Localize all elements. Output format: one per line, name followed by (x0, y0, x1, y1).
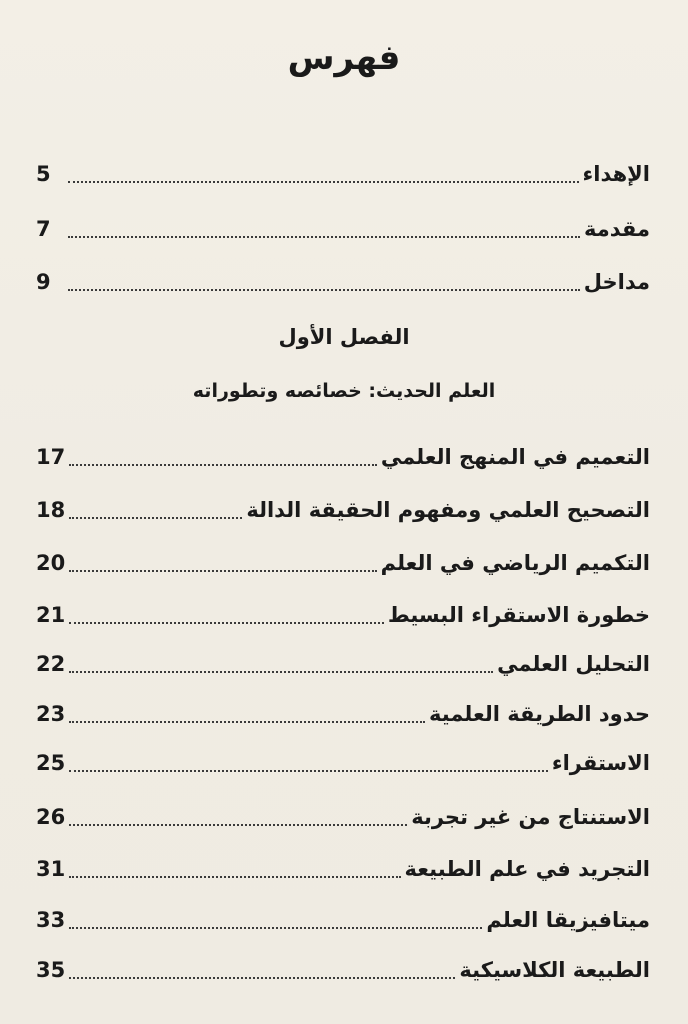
leader-dots (69, 517, 242, 519)
toc-entry-label: الطبيعة الكلاسيكية (459, 958, 650, 982)
toc-entry[interactable] (36, 489, 650, 525)
toc-entry-page: 25 (36, 751, 66, 775)
leader-dots (68, 236, 580, 238)
toc-entry[interactable] (36, 542, 650, 578)
toc-entry[interactable] (36, 208, 650, 244)
toc-entry-label: التصحيح العلمي ومفهوم الحقيقة الدالة (246, 498, 650, 522)
chapter-title: الفصل الأول (278, 325, 410, 349)
toc-entry-label: التحليل العلمي (497, 652, 650, 676)
toc-entry-page: 9 (36, 270, 51, 294)
toc-entry-label: مقدمة (584, 217, 650, 241)
toc-entry[interactable] (36, 153, 650, 189)
toc-entry-page: 21 (36, 603, 66, 627)
toc-entry-page: 18 (36, 498, 66, 522)
toc-entry-page: 20 (36, 551, 66, 575)
leader-dots (69, 927, 482, 929)
toc-entry-label: التكميم الرياضي في العلم (380, 551, 650, 575)
toc-entry-page: 23 (36, 702, 66, 726)
toc-entry-page: 22 (36, 652, 66, 676)
toc-entry-label: ميتافيزيقا العلم (486, 908, 650, 932)
leader-dots (69, 671, 493, 673)
toc-entry-label: مداخل (583, 270, 650, 294)
toc-entry[interactable] (36, 436, 650, 472)
toc-entry[interactable] (36, 796, 650, 832)
leader-dots (69, 721, 425, 723)
toc-entry[interactable] (36, 643, 650, 679)
toc-entry-page: 7 (36, 217, 51, 241)
chapter-subtitle: العلم الحديث: خصائصه وتطوراته (192, 380, 496, 402)
page-title: فهرس (287, 38, 401, 78)
leader-dots (69, 770, 548, 772)
toc-entry-label: حدود الطريقة العلمية (429, 702, 650, 726)
toc-entry-page: 17 (36, 445, 66, 469)
toc-entry[interactable] (36, 261, 650, 297)
leader-dots (69, 876, 400, 878)
toc-entry-page: 26 (36, 805, 66, 829)
toc-entry[interactable] (36, 742, 650, 778)
leader-dots (69, 977, 455, 979)
toc-entry[interactable] (36, 899, 650, 935)
toc-entry-label: الإهداء (582, 162, 650, 186)
leader-dots (69, 824, 407, 826)
toc-entry[interactable] (36, 949, 650, 985)
toc-entry-page: 31 (36, 857, 66, 881)
toc-entry-label: التجريد في علم الطبيعة (404, 857, 650, 881)
toc-entry-label: الاستقراء (551, 751, 650, 775)
leader-dots (68, 181, 579, 183)
leader-dots (69, 570, 376, 572)
toc-entry-page: 5 (36, 162, 51, 186)
leader-dots (68, 289, 580, 291)
leader-dots (69, 464, 377, 466)
toc-entry-page: 33 (36, 908, 66, 932)
leader-dots (69, 622, 384, 624)
toc-entry-page: 35 (36, 958, 66, 982)
toc-entry[interactable] (36, 594, 650, 630)
toc-entry[interactable] (36, 848, 650, 884)
toc-entry[interactable] (36, 693, 650, 729)
toc-entry-label: خطورة الاستقراء البسيط (387, 603, 650, 627)
toc-entry-label: التعميم في المنهج العلمي (380, 445, 650, 469)
toc-entry-label: الاستنتاج من غير تجربة (411, 805, 650, 829)
